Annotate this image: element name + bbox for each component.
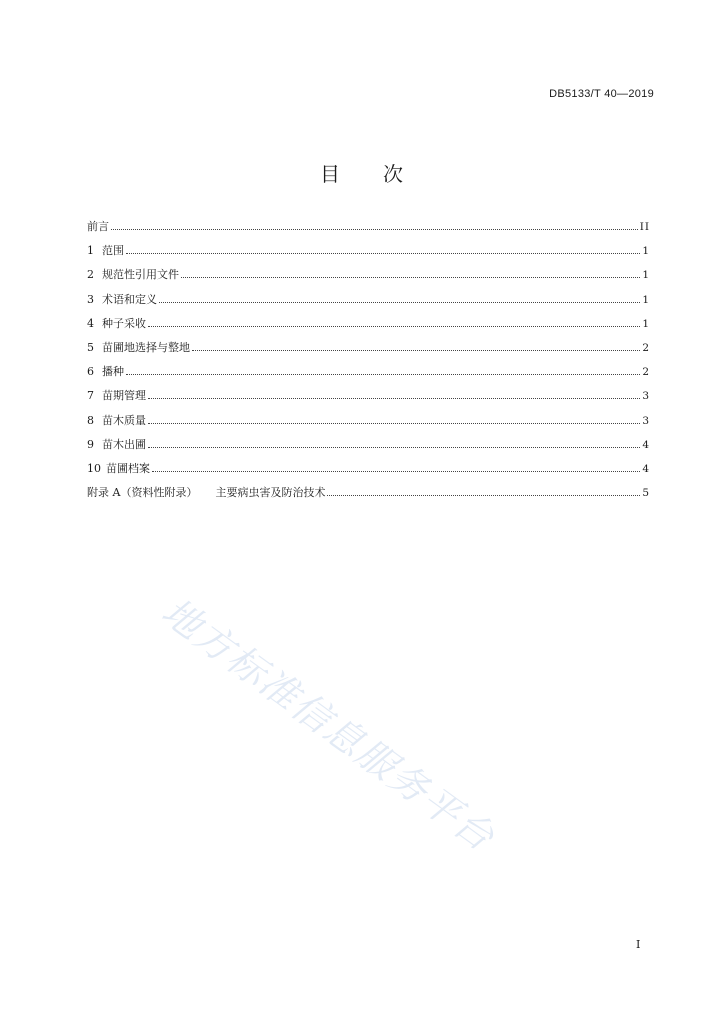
toc-dot-leader [181, 277, 640, 278]
toc-entry-page: 1 [642, 293, 650, 306]
toc-appendix-title: 主要病虫害及防治技术 [215, 486, 326, 500]
toc-entry-normative-references[interactable] [87, 267, 650, 291]
toc-entry-page: 1 [642, 317, 650, 330]
toc-entry-label: 苗木质量 [102, 413, 146, 427]
toc-dot-leader [148, 398, 640, 399]
toc-entry-page: 3 [642, 390, 650, 403]
toc-entry-label: 术语和定义 [102, 292, 157, 306]
toc-dot-leader [159, 302, 640, 303]
toc-entry-seedling-outplanting[interactable] [87, 437, 650, 461]
toc-entry-label: 苗期管理 [102, 389, 146, 403]
toc-entry-appendix-a[interactable] [87, 485, 650, 509]
watermark: 地方标准信息服务平台 [153, 589, 504, 861]
toc-entry-seedling-management[interactable] [87, 388, 650, 412]
toc-entry-sowing[interactable] [87, 364, 650, 388]
toc-entry-page: 4 [642, 462, 650, 475]
toc-entry-page: 3 [642, 414, 650, 427]
toc-entry-label: 种子采收 [102, 316, 146, 330]
toc-dot-leader [152, 471, 640, 472]
toc-entry-page: 5 [642, 487, 650, 500]
toc-dot-leader [327, 495, 640, 496]
toc-entry-label: 前言 [87, 220, 109, 233]
toc-entry-page: 1 [642, 269, 650, 282]
toc-entry-page: II [639, 221, 650, 233]
toc-dot-leader [126, 374, 640, 375]
standard-code: DB5133/T 40—2019 [549, 88, 654, 100]
toc-entry-label: 苗圃档案 [106, 461, 150, 475]
toc-entry-page: 1 [642, 245, 650, 258]
toc-entry-page: 2 [642, 341, 650, 354]
toc-entry-number: 1 [87, 244, 94, 258]
toc-entry-number: 9 [87, 437, 94, 451]
toc-entry-label: 范围 [102, 244, 124, 258]
toc-entry-page: 4 [642, 438, 650, 451]
toc-entry-number: 6 [87, 365, 94, 379]
toc-dot-leader [111, 229, 638, 230]
toc-entry-label: 苗木出圃 [102, 437, 146, 451]
toc-entry-number: 2 [87, 268, 94, 282]
toc-entry-label: 播种 [102, 365, 124, 379]
toc-entry-number: 5 [87, 340, 94, 354]
toc-entry-nursery-records[interactable] [87, 461, 650, 485]
toc-entry-number: 8 [87, 413, 94, 427]
toc-appendix-prefix: 附录 A（资料性附录） [87, 486, 198, 500]
toc-entry-number: 4 [87, 316, 94, 330]
toc-entry-seed-collection[interactable] [87, 316, 650, 340]
toc-entry-number: 10 [87, 461, 101, 475]
toc-entry-number: 7 [87, 389, 94, 403]
toc-entry-terms[interactable] [87, 292, 650, 316]
toc-dot-leader [148, 447, 640, 448]
toc-entry-scope[interactable] [87, 243, 650, 267]
toc-entry-nursery-site[interactable] [87, 340, 650, 364]
toc-dot-leader [192, 350, 640, 351]
toc-entry-number: 3 [87, 292, 94, 306]
toc-dot-leader [148, 326, 640, 327]
toc-dot-leader [126, 253, 640, 254]
toc-dot-leader [148, 423, 640, 424]
toc-entry-label: 规范性引用文件 [102, 268, 179, 282]
toc-list [87, 219, 650, 509]
toc-title: 目 次 [320, 162, 404, 186]
toc-entry-seedling-quality[interactable] [87, 413, 650, 437]
toc-entry-page: 2 [642, 366, 650, 379]
toc-entry-foreword[interactable] [87, 219, 650, 243]
page-number: I [636, 938, 641, 951]
toc-entry-label: 苗圃地选择与整地 [102, 340, 190, 354]
